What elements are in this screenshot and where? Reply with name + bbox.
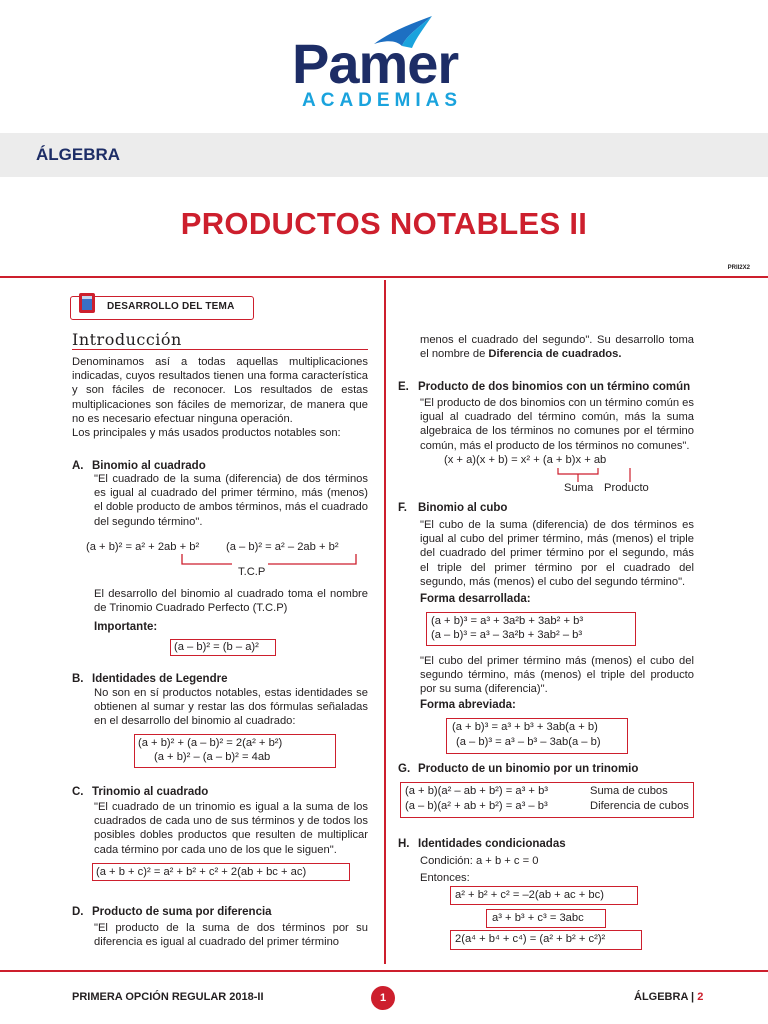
heading-a: A. Binomio al cuadrado (72, 460, 206, 472)
e-label-suma: Suma (564, 482, 594, 494)
heading-f: F. Binomio al cubo (398, 502, 508, 514)
d-text-cont: menos el cuadrado del segundo". Su desarrollo toma el nombre de Diferencia de cuadrados. (420, 334, 694, 361)
a-eq-1: (a + b)² = a² + 2ab + b² (86, 541, 200, 553)
g-eq-1: (a + b)(a² – ab + b²) = a³ + b³ (405, 785, 549, 797)
heading-d: D. Producto de suma por diferencia (72, 906, 272, 918)
f-eq-3: (a + b)³ = a³ + b³ + 3ab(a + b) (452, 721, 598, 733)
footer-left-text: PRIMERA OPCIÓN REGULAR 2018-II (72, 991, 264, 1003)
c-eq: (a + b + c)² = a² + b² + c² + 2(ab + bc + ac) (96, 866, 307, 878)
section-tag (70, 296, 254, 320)
f-form-1: Forma desarrollada: (420, 593, 531, 605)
heading-c: C. Trinomio al cuadrado (72, 786, 209, 798)
a-text: "El cuadrado de la suma (diferencia) de dos términos es igual al cuadrado del primer término, más (menos) el doble producto de ambos términos, más el cuadrado del segundo término". (94, 473, 368, 528)
g-label-1: Suma de cubos (590, 785, 668, 797)
f-eq-2: (a – b)³ = a³ – 3a²b + 3ab² – b³ (431, 629, 583, 641)
brand-subtitle: ACADEMIAS (302, 90, 463, 111)
d-text: "El producto de la suma de dos términos por su diferencia es igual al cuadrado del primer término (94, 922, 368, 949)
intro-text-2: Los principales y más usados productos notables son: (72, 427, 341, 439)
column-divider (384, 280, 386, 964)
e-brackets (556, 468, 646, 482)
c-text: "El cuadrado de un trinomio es igual a la suma de los cuadrados de cada uno de sus términos y de todos los posibles dobles productos que resulten de multiplicar cada término por cada uno de los que le siguen". (94, 801, 368, 856)
h-eq-2: a³ + b³ + c³ = 3abc (492, 912, 584, 924)
important-label: Importante: (94, 621, 158, 633)
important-eq: (a – b)² = (b – a)² (174, 641, 259, 653)
tcp-label: T.C.P (238, 566, 266, 578)
heading-e: E. Producto de dos binomios con un término común (398, 381, 691, 393)
b-eq-2: (a + b)² – (a – b)² = 4ab (154, 751, 271, 763)
f-text: "El cubo de la suma (diferencia) de dos términos es igual al cubo del primer término, más (menos) el triple del cuadrado del primer término por el segundo, más el triple del primer término por el cuadrado del segundo, más (menos) el cubo del segundo término". (420, 519, 694, 588)
brand-logo: Pamer (292, 32, 459, 95)
h-eq-1: a² + b² + c² = –2(ab + ac + bc) (455, 889, 604, 901)
heading-g: G. Producto de un binomio por un trinomio (398, 763, 639, 775)
footer-divider (0, 970, 768, 972)
e-text: "El producto de dos binomios con un término común es igual al cuadrado del término común, más la suma algebraica de los términos no comunes por el término común, más el producto de los términos no comunes". (420, 397, 694, 452)
heading-h: H. Identidades condicionadas (398, 838, 566, 850)
b-text: No son en sí productos notables, estas identidades se obtienen al sumar y restar las dos fórmulas señaladas en el desarrollo del binomio al cuadrado: (94, 687, 368, 728)
e-label-producto: Producto (604, 482, 649, 494)
b-eq-1: (a + b)² + (a – b)² = 2(a² + b²) (138, 737, 283, 749)
intro-text: Denominamos así a todas aquellas multiplicaciones indicadas, cuyos resultados tienen una forma característica y son fáciles de reconocer. Los resultados de estas multiplicaciones son fáciles de memorizar, de manera que no es necesario efectuar ninguna operación. (72, 356, 368, 425)
g-eq-2: (a – b)(a² + ab + b²) = a³ – b³ (405, 800, 548, 812)
h-condition: Condición: a + b + c = 0 (420, 855, 539, 867)
document-code: PRII2X2 (727, 265, 750, 271)
intro-underline (72, 349, 368, 350)
a-eq-2: (a – b)² = a² – 2ab + b² (226, 541, 339, 553)
intro-heading: Introducción (72, 330, 182, 349)
g-label-2: Diferencia de cubos (590, 800, 689, 812)
f-eq-1: (a + b)³ = a³ + 3a²b + 3ab² + b³ (431, 615, 584, 627)
tcp-bracket (180, 554, 370, 574)
page-title: PRODUCTOS NOTABLES II (180, 206, 588, 241)
f-eq-4: (a – b)³ = a³ – b³ – 3ab(a – b) (456, 736, 601, 748)
f-text-2: "El cubo del primer término más (menos) el cubo del segundo término, más (menos) el triple del producto por su suma (diferencia)". (420, 655, 694, 696)
e-eq: (x + a)(x + b) = x² + (a + b)x + ab (444, 454, 607, 466)
title-divider (0, 276, 768, 278)
footer-right-text: ÁLGEBRA | 2 (634, 991, 704, 1003)
h-eq-3: 2(a⁴ + b⁴ + c⁴) = (a² + b² + c²)² (455, 933, 606, 945)
f-form-2: Forma abreviada: (420, 699, 516, 711)
h-then: Entonces: (420, 872, 470, 884)
heading-b: B. Identidades de Legendre (72, 673, 228, 685)
section-tag-label: DESARROLLO DEL TEMA (107, 301, 235, 312)
a-text-2: El desarrollo del binomio al cuadrado toma el nombre de Trinomio Cuadrado Perfecto (T.C.P) (94, 588, 368, 615)
book-icon (77, 291, 99, 317)
page-number-badge: 1 (371, 986, 395, 1010)
subject-label: ÁLGEBRA (36, 145, 121, 164)
